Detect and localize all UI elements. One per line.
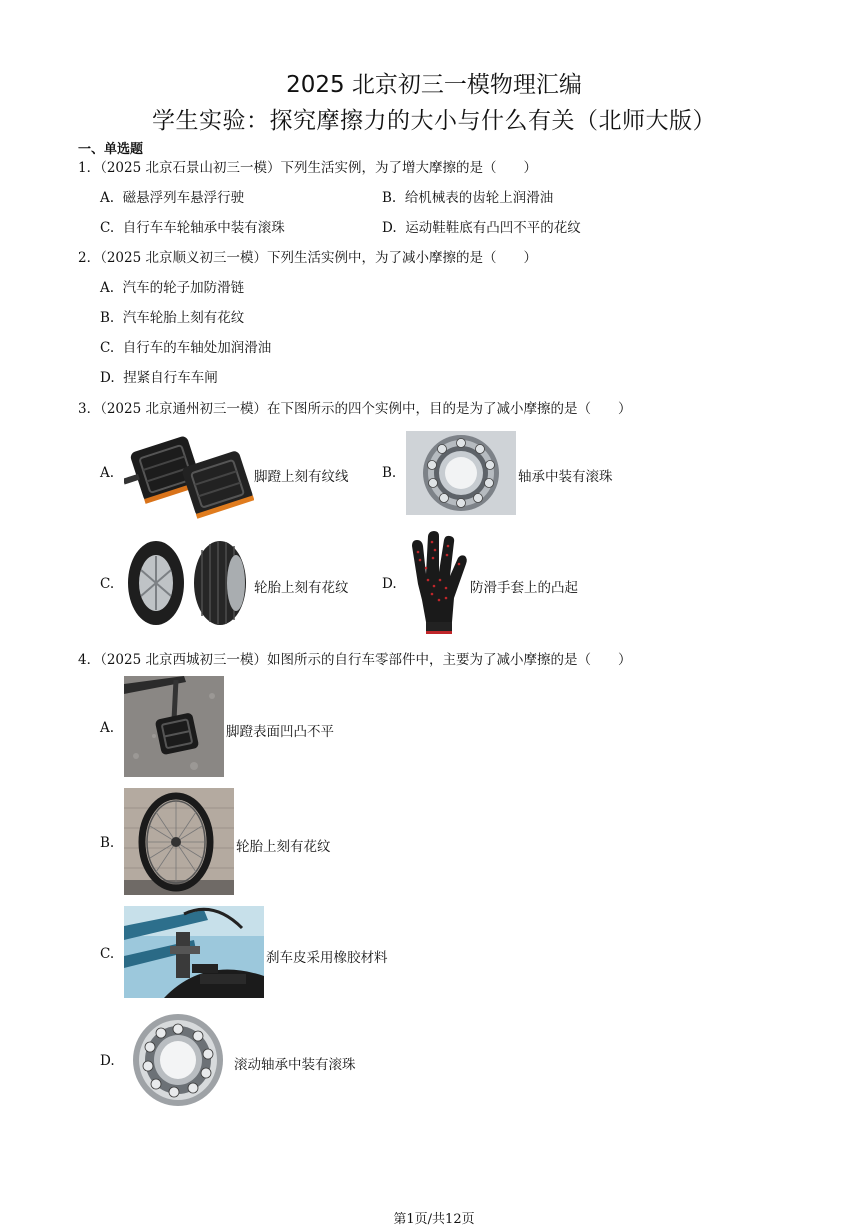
page-subtitle: 学生实验：探究摩擦力的大小与什么有关（北师大版） (152, 108, 716, 134)
option-letter: C. (100, 220, 115, 236)
option-letter: A. (100, 280, 115, 296)
option-letter: B. (100, 310, 115, 326)
ball-bearing-image (406, 431, 516, 515)
tires-image (124, 540, 252, 626)
question-1-stem: 1．（2025 北京石景山初三一模）下列生活实例，为了增大摩擦的是（ ） (78, 160, 537, 176)
option-text: 运动鞋鞋底有凸凹不平的花纹 (405, 220, 581, 236)
question-3-stem: 3．（2025 北京通州初三一模）在下图所示的四个实例中，目的是为了减小摩擦的是（ ） (78, 401, 632, 417)
option-text: 给机械表的齿轮上润滑油 (404, 190, 554, 206)
q3-option-c-text: 轮胎上刻有花纹 (254, 580, 349, 596)
q1-option-a (100, 186, 244, 206)
q4-option-a-text: 脚蹬表面凹凸不平 (226, 724, 334, 740)
option-text: 自行车的车轴处加润滑油 (122, 340, 272, 356)
q1-option-c (100, 216, 285, 236)
q4-option-c-text: 刹车皮采用橡胶材料 (266, 950, 388, 966)
q2-option-d (100, 366, 218, 386)
q3-option-d-text: 防滑手套上的凸起 (470, 580, 578, 596)
option-letter: D. (382, 220, 397, 236)
q3-option-c-letter: C. (100, 576, 115, 592)
option-text: 汽车轮胎上刻有花纹 (122, 310, 245, 326)
glove-image (404, 528, 468, 636)
q3-option-a-letter: A. (100, 465, 115, 481)
bike-wheel-photo (124, 788, 234, 895)
bike-pedal-photo (124, 676, 224, 777)
pedal-pair-image (124, 424, 254, 520)
option-letter: C. (100, 340, 115, 356)
option-text: 自行车车轮轴承中装有滚珠 (122, 220, 285, 236)
q3-option-b-letter: B. (382, 465, 397, 481)
page-title: 2025 北京初三一模物理汇编 (286, 72, 582, 98)
q1-option-b (382, 186, 553, 206)
option-text: 汽车的轮子加防滑链 (122, 280, 245, 296)
question-4-stem: 4．（2025 北京西城初三一模）如图所示的自行车零部件中，主要为了减小摩擦的是（ ） (78, 652, 632, 668)
q1-option-d (382, 216, 581, 236)
q2-option-c (100, 336, 271, 356)
q3-option-a-text: 脚蹬上刻有纹线 (254, 469, 349, 485)
option-letter: B. (382, 190, 397, 206)
q4-option-c-letter: C. (100, 946, 115, 962)
bike-brake-photo (124, 906, 264, 998)
q4-option-b-text: 轮胎上刻有花纹 (236, 839, 331, 855)
q3-option-d-letter: D. (382, 576, 397, 592)
q2-option-a (100, 276, 244, 296)
q3-option-b-text: 轴承中装有滚珠 (518, 469, 613, 485)
q4-option-d-text: 滚动轴承中装有滚珠 (234, 1057, 356, 1073)
q2-option-b (100, 306, 244, 326)
option-text: 磁悬浮列车悬浮行驶 (122, 190, 245, 206)
section-heading: 一、单选题 (78, 142, 144, 157)
option-text: 捏紧自行车车闸 (123, 370, 218, 386)
question-2-stem: 2．（2025 北京顺义初三一模）下列生活实例中，为了减小摩擦的是（ ） (78, 250, 537, 266)
q4-option-b-letter: B. (100, 835, 115, 851)
option-letter: A. (100, 190, 115, 206)
option-letter: D. (100, 370, 115, 386)
q4-option-d-letter: D. (100, 1053, 115, 1069)
q4-option-a-letter: A. (100, 720, 115, 736)
page-number: 第1页/共12页 (393, 1212, 475, 1227)
rolling-bearing-image (128, 1010, 228, 1108)
